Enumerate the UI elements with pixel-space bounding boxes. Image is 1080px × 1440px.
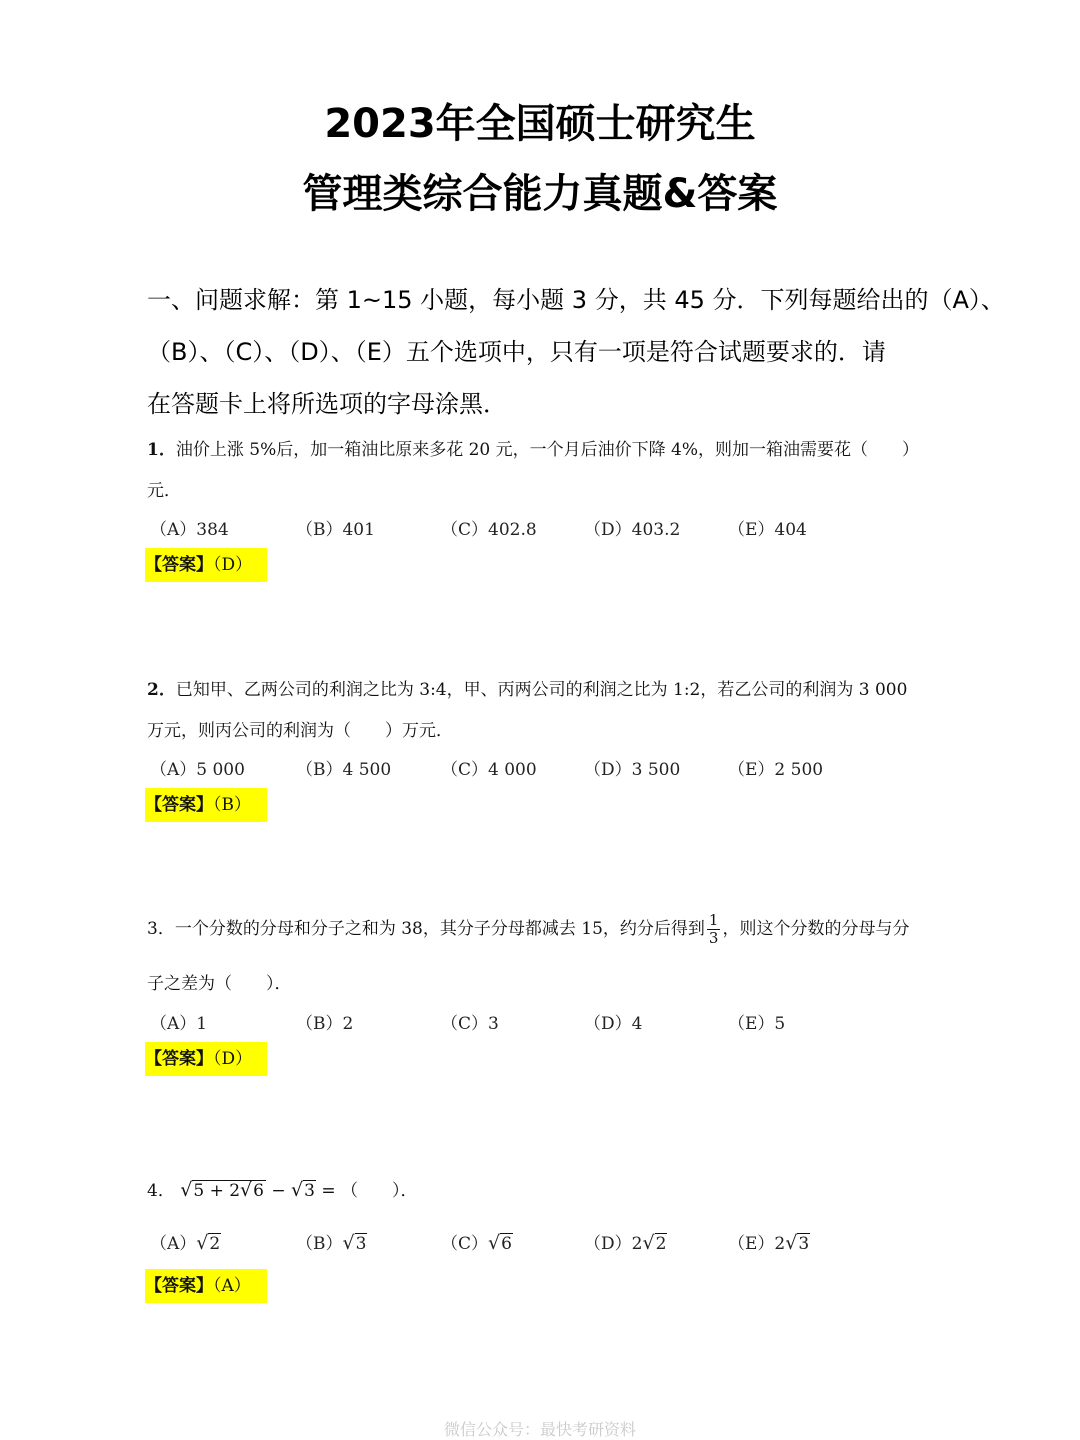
- q4-radicand-c: 3: [304, 1181, 315, 1201]
- q2-option-e: （E）2 500: [728, 760, 824, 780]
- q4-radicand-a: 5 + 2: [193, 1181, 241, 1201]
- q4-outer-radicand: [192, 1180, 266, 1201]
- q3-fraction: [707, 912, 721, 947]
- q1-option-a: （A）384: [150, 520, 229, 540]
- q4-option-e-coefficient: 2: [774, 1234, 786, 1254]
- q4-option-e-prefix: （E）: [728, 1234, 775, 1254]
- q2-number: 2．: [147, 680, 176, 700]
- q2-text: 已知甲、乙两公司的利润之比为 3:4，甲、丙两公司的利润之比为 1:2，若乙公司的利润为 3 000: [175, 680, 908, 700]
- sqrt-sign-icon: √: [642, 1232, 655, 1254]
- q4-option-b: [296, 1229, 367, 1254]
- q4-answer: （A）: [213, 1276, 251, 1296]
- q2-options: [150, 755, 950, 779]
- q4-option-c-sqrt: [488, 1232, 513, 1254]
- sqrt-sign-icon: √: [180, 1179, 193, 1201]
- q4-option-c: [441, 1229, 513, 1254]
- q3-options: [150, 1009, 950, 1033]
- q4-sqrt-3: [291, 1179, 316, 1201]
- q3-option-b: （B）2: [296, 1014, 354, 1034]
- section-intro-line-3: 在答题卡上将所选项的字母涂黑．: [147, 390, 507, 418]
- sqrt-sign-icon: √: [785, 1232, 798, 1254]
- sqrt-sign-icon: √: [342, 1232, 355, 1254]
- title-line-2: 管理类综合能力真题&答案: [302, 171, 778, 217]
- q3-text-b: ，则这个分数的分母与分: [722, 919, 910, 939]
- q4-option-a-sqrt: [196, 1232, 221, 1254]
- q1-number: 1．: [147, 440, 176, 460]
- q2-option-d: （D）3 500: [584, 760, 681, 780]
- q4-equals: = （ ）．: [315, 1181, 418, 1201]
- q4-outer-sqrt: [180, 1179, 266, 1201]
- q1-text: 油价上涨 5%后，加一箱油比原来多花 20 元，一个月后油价下降 4%，则加一箱油需要花（ ）: [175, 440, 920, 460]
- q1-answer-highlight: [145, 548, 267, 582]
- q4-option-c-prefix: （C）: [441, 1234, 489, 1254]
- q1-option-d: （D）403.2: [584, 520, 681, 540]
- q3-option-d: （D）4: [584, 1014, 643, 1034]
- q3-stem-line-1: [147, 912, 947, 947]
- sqrt-sign-icon: √: [291, 1179, 304, 1201]
- q2-answer: （B）: [213, 795, 251, 815]
- q3-answer: （D）: [213, 1049, 253, 1069]
- q4-option-d-radicand: 2: [655, 1234, 667, 1254]
- q2-option-b: （B）4 500: [296, 760, 392, 780]
- q3-stem-line-2: 子之差为（ ）．: [147, 974, 292, 994]
- q4-inner-radicand: 6: [253, 1181, 264, 1201]
- q2-option-c: （C）4 000: [441, 760, 537, 780]
- q3-fraction-denominator: 3: [708, 929, 719, 947]
- q1-answer-label: 【答案】: [145, 555, 213, 575]
- q2-option-a: （A）5 000: [150, 760, 245, 780]
- q2-stem-line-2: 万元，则丙公司的利润为（ ）万元．: [147, 721, 453, 741]
- q3-number: 3．: [147, 919, 175, 939]
- q1-option-c: （C）402.8: [441, 520, 537, 540]
- q3-fraction-numerator: 1: [708, 911, 719, 929]
- q2-stem-line-1: [147, 675, 947, 700]
- q4-option-a-radicand: 2: [209, 1234, 221, 1254]
- section-intro-line-2: （B）、（C）、（D）、（E）五个选项中，只有一项是符合试题要求的．请: [147, 338, 886, 366]
- title-line-1: 2023年全国硕士研究生: [324, 101, 756, 147]
- q4-number: 4．: [147, 1181, 175, 1201]
- q4-minus: −: [265, 1181, 292, 1201]
- q1-options: [150, 515, 950, 539]
- section-intro-line-1: 一、问题求解：第 1~15 小题，每小题 3 分，共 45 分．下列每题给出的（A）、: [147, 286, 1005, 314]
- q4-option-e-radicand: 3: [798, 1234, 810, 1254]
- q4-answer-highlight: [145, 1269, 267, 1303]
- q4-option-e: [728, 1229, 810, 1254]
- q4-option-d-prefix: （D）: [584, 1234, 632, 1254]
- q3-option-a: （A）1: [150, 1014, 208, 1034]
- q4-option-c-radicand: 6: [501, 1234, 512, 1254]
- q1-stem-line-1: [147, 435, 947, 460]
- q3-option-c: （C）3: [441, 1014, 499, 1034]
- q1-option-e: （E）404: [728, 520, 807, 540]
- q4-option-e-sqrt: [785, 1232, 810, 1254]
- sqrt-sign-icon: √: [196, 1232, 209, 1254]
- q1-option-b: （B）401: [296, 520, 375, 540]
- sqrt-sign-icon: √: [240, 1179, 253, 1201]
- q4-option-d: [584, 1229, 667, 1254]
- q4-inner-sqrt: [240, 1179, 265, 1201]
- q4-option-b-sqrt: [343, 1232, 368, 1254]
- q4-option-d-sqrt: [642, 1232, 667, 1254]
- q3-text-a: 一个分数的分母和分子之和为 38，其分子分母都减去 15，约分后得到: [174, 919, 705, 939]
- q2-answer-label: 【答案】: [145, 795, 213, 815]
- q4-stem-line-1: [147, 1176, 947, 1201]
- q3-answer-label: 【答案】: [145, 1049, 213, 1069]
- q1-answer: （D）: [213, 555, 253, 575]
- q1-stem-line-2: 元．: [147, 481, 181, 501]
- q4-options: [150, 1229, 950, 1253]
- q3-option-e: （E）5: [728, 1014, 786, 1034]
- sqrt-sign-icon: √: [488, 1232, 501, 1254]
- q4-answer-label: 【答案】: [145, 1276, 213, 1296]
- q4-option-b-prefix: （B）: [296, 1234, 343, 1254]
- q3-answer-highlight: [145, 1042, 267, 1076]
- q2-answer-highlight: [145, 788, 267, 822]
- q4-option-a: [150, 1229, 221, 1254]
- watermark: 微信公众号：最快考研资料: [443, 1420, 636, 1439]
- q4-option-b-radicand: 3: [355, 1234, 367, 1254]
- q4-option-a-prefix: （A）: [150, 1234, 197, 1254]
- q4-option-d-coefficient: 2: [631, 1234, 643, 1254]
